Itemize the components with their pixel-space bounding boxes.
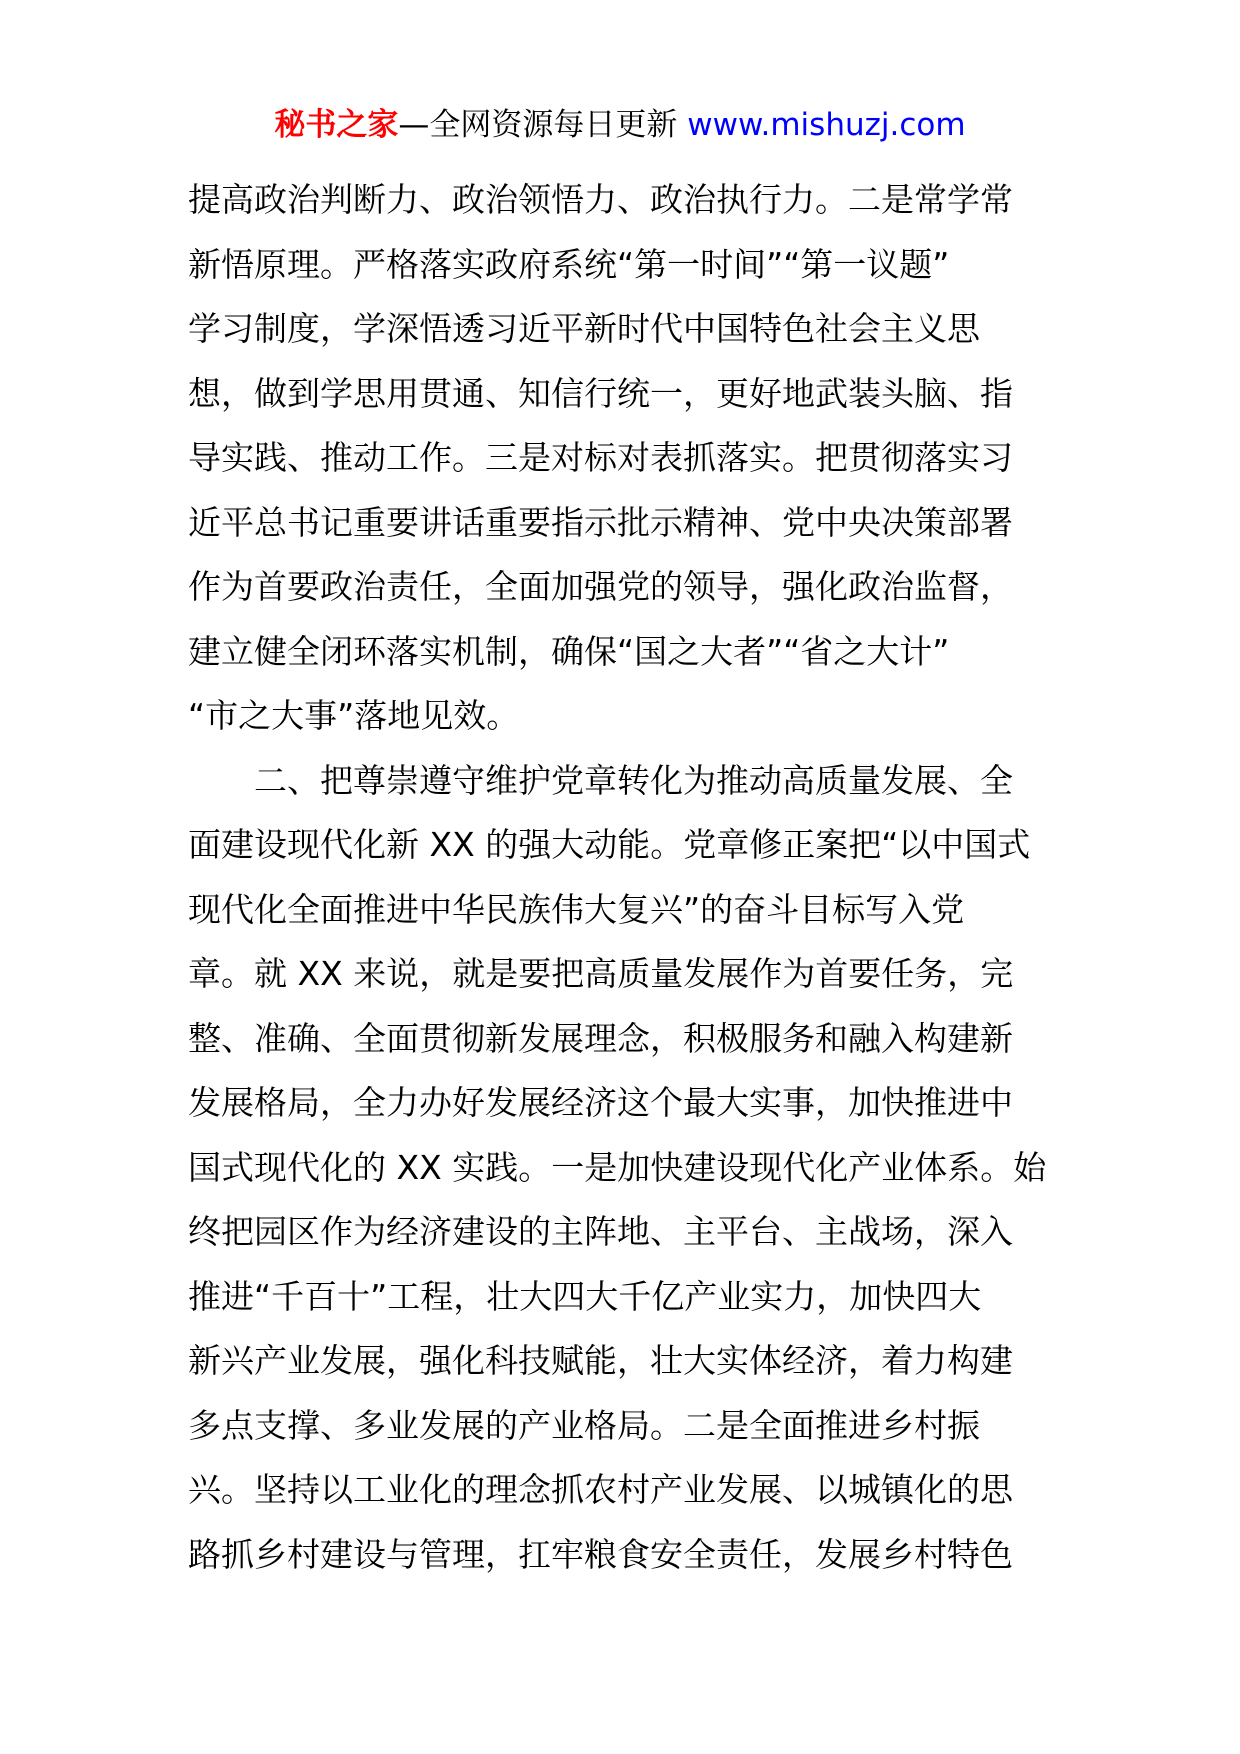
text-line: 整、准确、全面贯彻新发展理念，积极服务和融入构建新 xyxy=(188,1018,1013,1058)
text-line: 发展格局，全力办好发展经济这个最大实事，加快推进中 xyxy=(188,1083,1013,1122)
text-line: 终把园区作为经济建设的主阵地、主平台、主战场，深入 xyxy=(188,1212,1013,1251)
text-line: 面建设现代化新 XX 的强大动能。党章修正案把“以中国式 xyxy=(188,825,1031,864)
text-line: 想，做到学思用贯通、知信行统一，更好地武装头脑、指 xyxy=(188,373,1013,413)
text-line: 学习制度，学深悟透习近平新时代中国特色社会主义思 xyxy=(188,309,980,348)
text-line: 近平总书记重要讲话重要指示批示精神、党中央决策部署 xyxy=(188,502,1013,542)
text-line: 推进“千百十”工程，壮大四大千亿产业实力，加快四大 xyxy=(188,1276,982,1316)
text-line: 兴。坚持以工业化的理念抓农村产业发展、以城镇化的思 xyxy=(188,1470,1013,1509)
text-line: 建立健全闭环落实机制，确保“国之大者”“省之大计” xyxy=(188,631,950,671)
text-line: 多点支撑、多业发展的产业格局。二是全面推进乡村振 xyxy=(188,1405,980,1445)
section-heading-line: 二、把尊崇遵守维护党章转化为推动高质量发展、全 xyxy=(254,760,1013,800)
site-url-link[interactable]: www.mishuzj.com xyxy=(687,107,966,143)
text-line: 作为首要政治责任，全面加强党的领导，强化政治监督， xyxy=(188,567,1013,606)
text-line: 新兴产业发展，强化科技赋能，壮大实体经济，着力构建 xyxy=(188,1341,1013,1380)
document-body xyxy=(188,168,1058,1587)
text-line: 新悟原理。严格落实政府系统“第一时间”“第一议题” xyxy=(188,244,950,284)
page-header xyxy=(0,103,1240,147)
header-tagline: —全网资源每日更新 xyxy=(398,107,678,143)
text-line: 路抓乡村建设与管理，扛牢粮食安全责任，发展乡村特色 xyxy=(188,1534,1013,1574)
text-line: 国式现代化的 XX 实践。一是加快建设现代化产业体系。始 xyxy=(188,1147,1047,1187)
text-line: 现代化全面推进中华民族伟大复兴”的奋斗目标写入党 xyxy=(188,889,965,929)
text-line: “市之大事”落地见效。 xyxy=(188,696,520,735)
brand-name: 秘书之家 xyxy=(274,107,399,143)
text-line: 导实践、推动工作。三是对标对表抓落实。把贯彻落实习 xyxy=(188,438,1013,477)
text-line: 提高政治判断力、政治领悟力、政治执行力。二是常学常 xyxy=(188,180,1013,219)
text-line: 章。就 XX 来说，就是要把高质量发展作为首要任务，完 xyxy=(188,954,1014,993)
